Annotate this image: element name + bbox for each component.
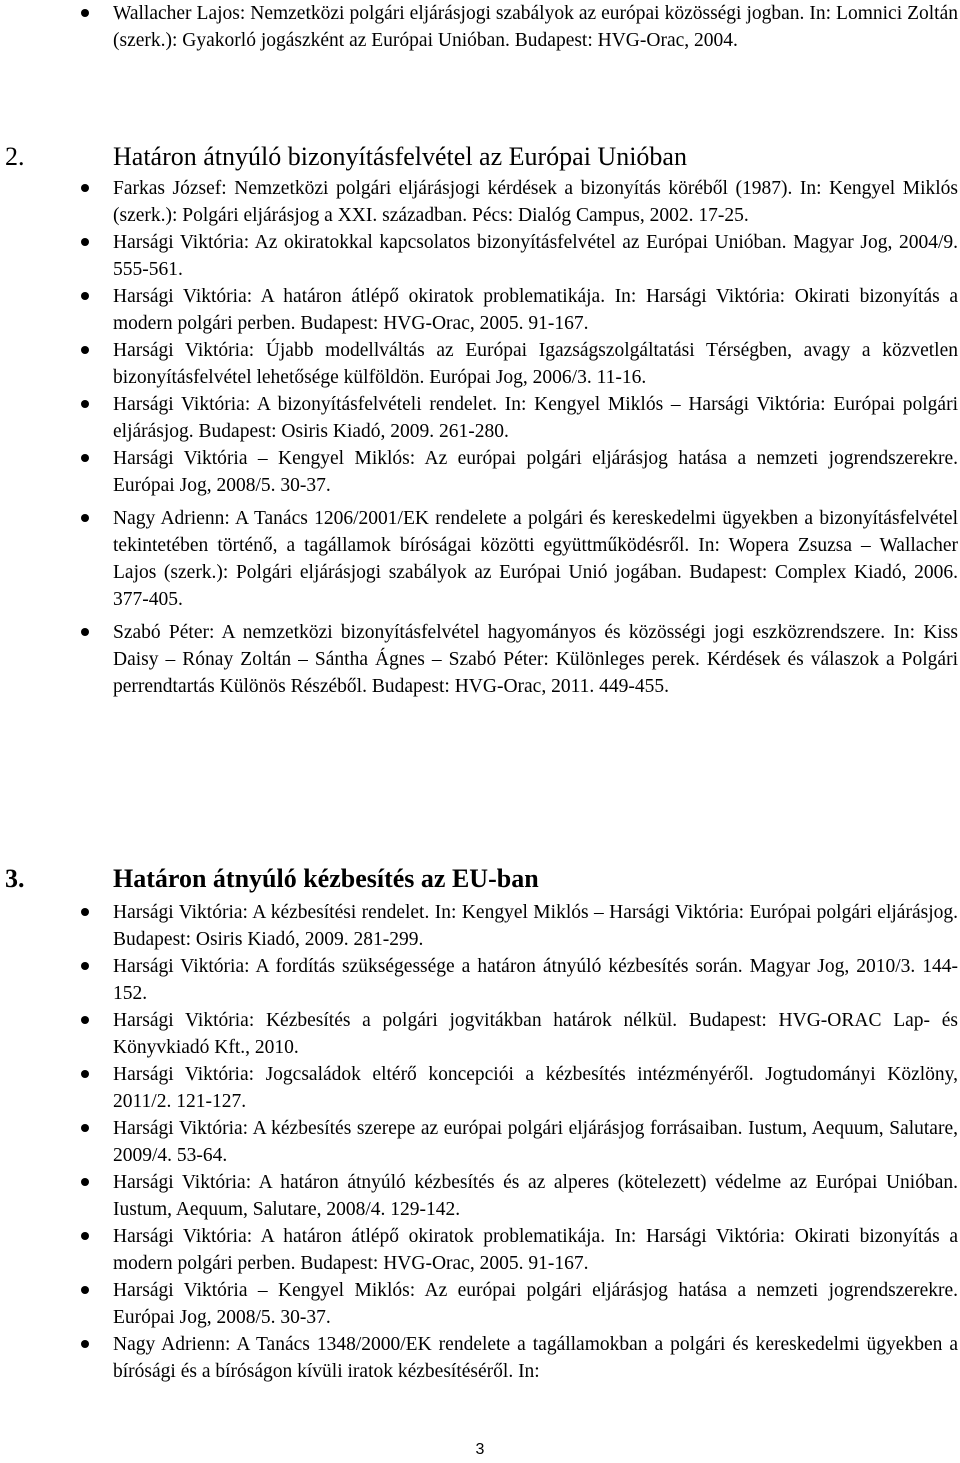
reference-entry: Farkas József: Nemzetközi polgári eljárásjogi kérdések a bizonyítás köréből (1987). In: Kengyel Miklós (szerk.): Polgári eljárásjog a XXI. században. Pécs: Dialóg Campus, 2002. 17-25. — [0, 175, 960, 229]
section-number: 3. — [5, 864, 25, 893]
reference-entry: Szabó Péter: A nemzetközi bizonyításfelvétel hagyományos és közösségi jogi eszközrendszere. In: Kiss Daisy – Rónay Zoltán – Sántha Ágnes – Szabó Péter: Különleges perek. Kérdések és válaszok a Polgári perrendtartás Különös Részéből. Budapest: HVG-Orac, 2011. 449-455. — [0, 619, 960, 700]
reference-entry: Harsági Viktória: Jogcsaládok eltérő koncepciói a kézbesítés intézményéről. Jogtudományi Közlöny, 2011/2. 121-127. — [0, 1061, 960, 1115]
reference-entry: Harsági Viktória: A kézbesítés szerepe az európai polgári eljárásjog forrásaiban. Iustum, Aequum, Salutare, 2009/4. 53-64. — [0, 1115, 960, 1169]
page-number: 3 — [475, 1441, 485, 1458]
reference-entry: Harsági Viktória: Újabb modellváltás az Európai Igazságszolgáltatási Térségben, avagy a közvetlen bizonyításfelvétel lehetősége külföldön. Európai Jog, 2006/3. 11-16. — [0, 337, 960, 391]
section1-reference-list — [0, 0, 960, 54]
section-number: 2. — [5, 142, 25, 171]
section-heading — [5, 864, 960, 894]
reference-entry: Harsági Viktória – Kengyel Miklós: Az európai polgári eljárásjog hatása a nemzeti jogrendszerekre. Európai Jog, 2008/5. 30-37. — [0, 445, 960, 499]
reference-entry: Wallacher Lajos: Nemzetközi polgári eljárásjogi szabályok az európai közösségi jogban. In: Lomnici Zoltán (szerk.): Gyakorló jogászként az Európai Unióban. Budapest: HVG-Orac, 2004. — [0, 0, 960, 54]
section-title: Határon átnyúló bizonyításfelvétel az Európai Unióban — [113, 142, 687, 171]
reference-entry: Harsági Viktória – Kengyel Miklós: Az európai polgári eljárásjog hatása a nemzeti jogrendszerekre. Európai Jog, 2008/5. 30-37. — [0, 1277, 960, 1331]
reference-entry: Harsági Viktória: A kézbesítési rendelet. In: Kengyel Miklós – Harsági Viktória: Európai polgári eljárásjog. Budapest: Osiris Kiadó, 2009. 281-299. — [0, 899, 960, 953]
reference-entry: Harsági Viktória: A határon átnyúló kézbesítés és az alperes (kötelezett) védelme az Európai Unióban. Iustum, Aequum, Salutare, 2008/4. 129-142. — [0, 1169, 960, 1223]
reference-entry: Harsági Viktória: Az okiratokkal kapcsolatos bizonyításfelvétel az Európai Unióban. Magyar Jog, 2004/9. 555-561. — [0, 229, 960, 283]
reference-entry: Nagy Adrienn: A Tanács 1348/2000/EK rendelete a tagállamokban a polgári és kereskedelmi ügyekben a bírósági és a bíróságon kívüli iratok kézbesítéséről. In: — [0, 1331, 960, 1385]
section2-reference-list — [0, 175, 960, 700]
reference-entry: Nagy Adrienn: A Tanács 1206/2001/EK rendelete a polgári és kereskedelmi ügyekben a bizonyításfelvétel tekintetében történő, a tagállamok bíróságai közötti együttműködésről. In: Wopera Zsuzsa – Wallacher Lajos (szerk.): Polgári eljárásjogi szabályok az Európai Unió jogában. Budapest: Complex Kiadó, 2006. 377-405. — [0, 505, 960, 613]
reference-entry: Harsági Viktória: A határon átlépő okiratok problematikája. In: Harsági Viktória: Okirati bizonyítás a modern polgári perben. Budapest: HVG-Orac, 2005. 91-167. — [0, 1223, 960, 1277]
section-heading — [5, 142, 960, 172]
section3-reference-list — [0, 899, 960, 1385]
reference-entry: Harsági Viktória: A fordítás szükségessége a határon átnyúló kézbesítés során. Magyar Jog, 2010/3. 144-152. — [0, 953, 960, 1007]
section-title: Határon átnyúló kézbesítés az EU-ban — [113, 864, 539, 893]
reference-entry: Harsági Viktória: A határon átlépő okiratok problematikája. In: Harsági Viktória: Okirati bizonyítás a modern polgári perben. Budapest: HVG-Orac, 2005. 91-167. — [0, 283, 960, 337]
reference-entry: Harsági Viktória: A bizonyításfelvételi rendelet. In: Kengyel Miklós – Harsági Viktória: Európai polgári eljárásjog. Budapest: Osiris Kiadó, 2009. 261-280. — [0, 391, 960, 445]
reference-entry: Harsági Viktória: Kézbesítés a polgári jogvitákban határok nélkül. Budapest: HVG-ORAC Lap- és Könyvkiadó Kft., 2010. — [0, 1007, 960, 1061]
